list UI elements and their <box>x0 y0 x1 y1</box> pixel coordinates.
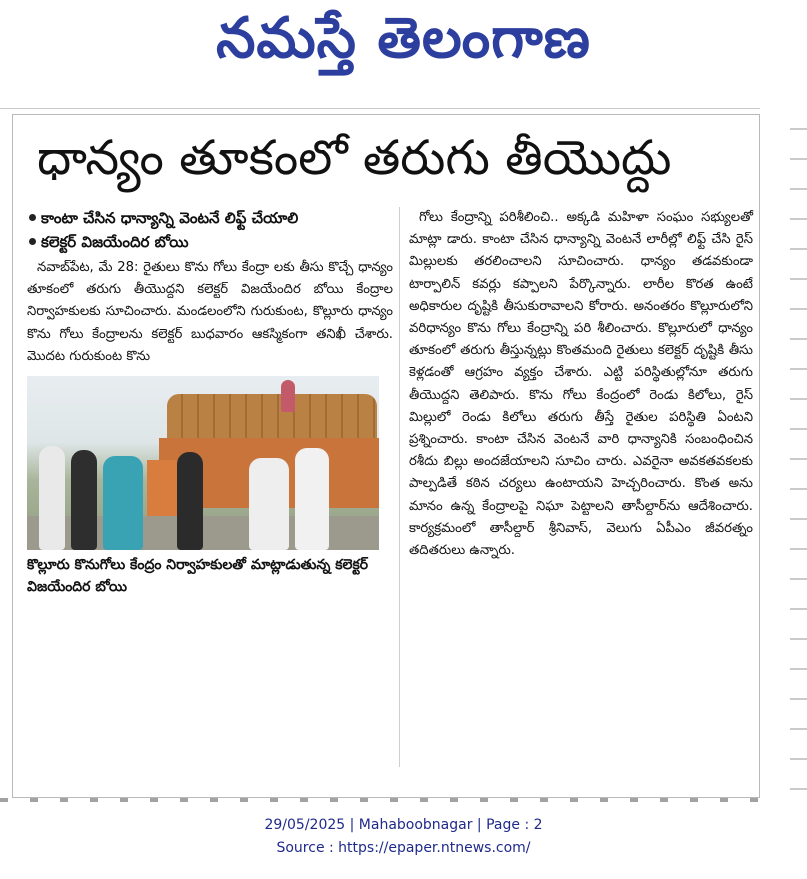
grain-sacks-shape <box>167 394 377 444</box>
person-figure <box>249 458 289 550</box>
person-figure <box>103 456 143 550</box>
article-headline: ధాన్యం తూకంలో తరుగు తీయొద్దు <box>37 130 672 186</box>
next-article-edge <box>0 798 760 802</box>
photo-caption: కొల్లూరు కొనుగోలు కేంద్రం నిర్వాహకులతో మాట్లాడుతున్న కలెక్టర్ విజయేందిర బోయి <box>27 557 369 596</box>
subhead-bullet-2: కలెక్టర్ విజయేందిర బోయి <box>27 231 393 253</box>
article-body-right: గోలు కేంద్రాన్ని పరిశీలించి.. అక్కడి మహిళా సంఘం సభ్యులతో మాట్లా డారు. కాంటా చేసిన ధాన్యాన్ని వెంటనే లారీల్లో లిఫ్ట్ చేసి రైస్ మిల్లులకు తరలించాలని సూచించారు. ధాన్యం తడవకుండా టార్పాలిన్ కవర్లు కప్పాలని పేర్కొన్నారు. లారీల కొరత ఉంటే అధికారుల దృష్టికి తీసుకురావాలని కోరారు. అనంతరం కొల్లూరులోని వరిధాన్యం కొను గోలు కేంద్రాన్ని పరి శీలించారు. కొల్లూరులో ధాన్యం తూకంలో తరుగు తీస్తున్నట్లు కొంతమంది రైతులు కలెక్టర్ దృష్టికి తీసు కెళ్లడంతో ఆగ్రహం వ్యక్తం చేశారు. ఎట్టి పరిస్థితుల్లోనూ తరుగు తీయొద్దని తెలిపారు. కొను గోలు కేంద్రంలో రెండు కిలోలు, రైస్ మిల్లులో రెండు కిలోలు తరుగు తీస్తే రైతుల పరిస్థితి ఏంటని ప్రశ్నించారు. కాంటా చేసిన వెంటనే వారి ధాన్యానికి సంబంధించిన రశీదు బిల్లు అందజేయాలని సూచిం చారు. ఎవరైనా అవకతవకలకు పాల్పడితే కఠిన చర్యలు ఉంటాయని హెచ్చరించారు. కొంత అను మానం ఉన్న కేంద్రాలపై నిఘా పెట్టాలని తాసీల్దార్‌ను ఆదేశించారు. కార్యక్రమంలో తాసీల్దార్ శ్రీనివాస్, వెలుగు ఏపీఎం జీవరత్నం తదితరులు ఉన్నారు. <box>409 210 753 559</box>
source-link[interactable]: Source : https://epaper.ntnews.com/ <box>276 840 531 856</box>
subhead-bullet-1: కాంటా చేసిన ధాన్యాన్ని వెంటనే లిఫ్ట్ చేయాలి <box>27 207 393 229</box>
person-figure <box>295 448 329 550</box>
person-figure <box>39 446 65 550</box>
person-figure <box>71 450 97 550</box>
right-column <box>409 207 753 562</box>
news-article <box>12 114 760 798</box>
column-divider <box>399 207 400 767</box>
article-body-left: నవాబ్‌పేట, మే 28: రైతులు కొను గోలు కేంద్రా లకు తీసు కొచ్చే ధాన్యం తూకంలో తరుగు తీయొద్దని కలెక్టర్ విజయేందిర బోయి కేంద్రాల నిర్వాహకులకు సూచించారు. మండలంలోని గురుకుంట, కొల్లూరు ధాన్యం కొను గోలు కేంద్రాలను కలెక్టర్ బుధవారం ఆకస్మికంగా తనిఖీ చేశారు. మొదట గురుకుంట కొను <box>27 260 393 364</box>
adjacent-column-edge <box>790 110 807 800</box>
person-figure <box>281 380 295 412</box>
masthead <box>0 0 807 110</box>
newspaper-logo: నమస్తే తెలంగాణ <box>216 6 591 71</box>
article-photo <box>27 376 379 550</box>
masthead-divider <box>0 108 760 109</box>
person-figure <box>177 452 203 550</box>
edition-info: 29/05/2025 | Mahaboobnagar | Page : 2 <box>264 817 543 833</box>
left-column <box>27 207 393 598</box>
